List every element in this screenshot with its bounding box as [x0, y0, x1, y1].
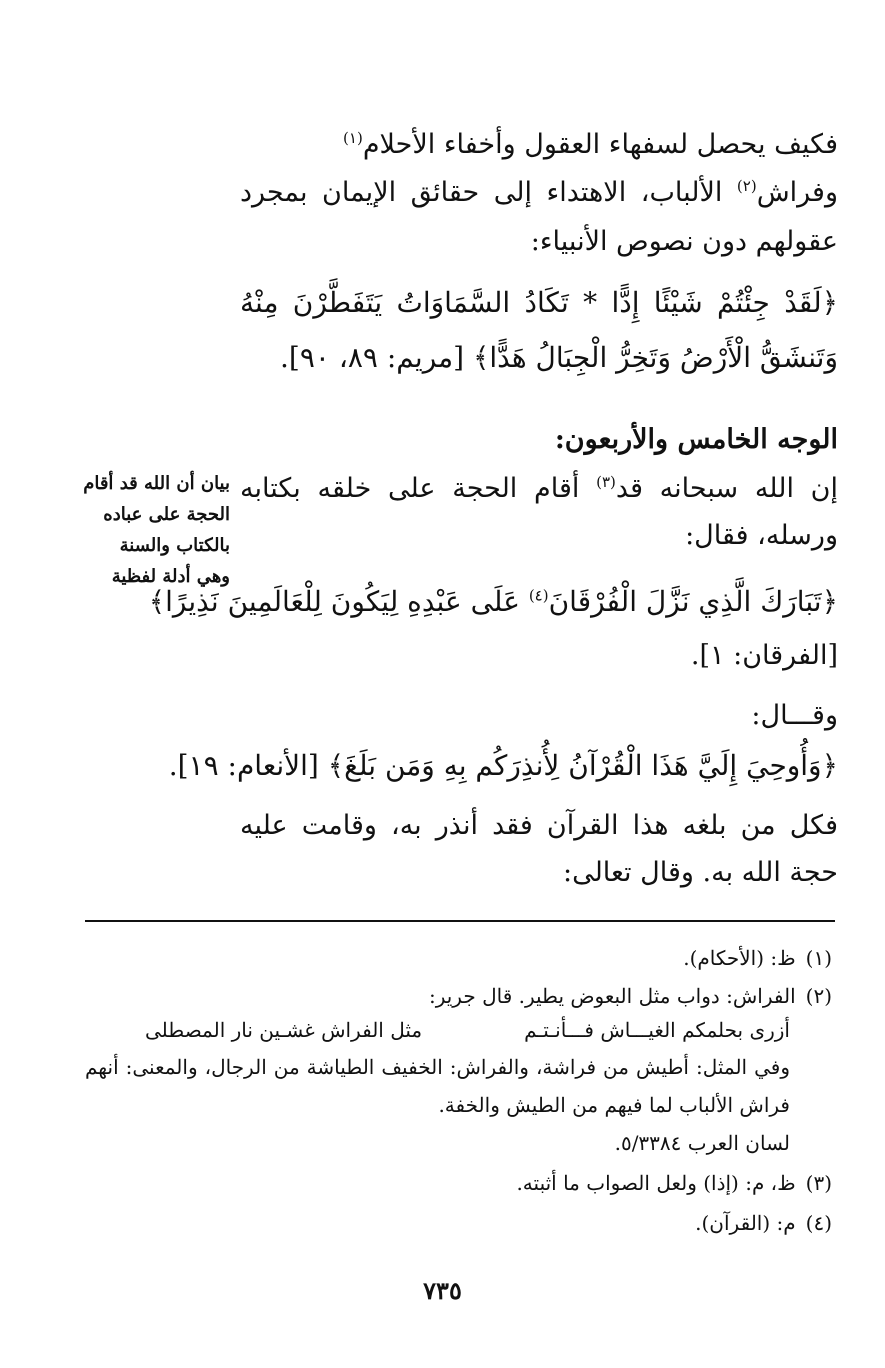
quran-verse-anam: ﴿وَأُوحِيَ إِلَيَّ هَذَا الْقُرْآنُ لِأُنذِرَكُم بِهِ وَمَن بَلَغَ﴾ [الأنعام: ١٩]. [168, 749, 838, 782]
body-line-3: عقولهم دون نصوص الأنبياء: [530, 226, 838, 257]
quran-verse-maryam-line-1: ﴿لَقَدْ جِئْتُمْ شَيْئًا إِدًّا * تَكَادُ السَّمَاوَاتُ يَتَفَطَّرْنَ مِنْهُ [240, 286, 838, 319]
body-line-6: فكل من بلغه هذا القرآن فقد أنذر به، وقامت عليه [240, 810, 838, 841]
margin-note: بيان أن الله قد أقام الحجة على عباده بالكتاب والسنة وهي أدلة لفظية [83, 473, 230, 587]
footnote-2-line-5: لسان العرب ٥/٣٣٨٤. [614, 1131, 790, 1155]
page-number: ٧٣٥ [423, 1276, 462, 1305]
footnote-separator [85, 920, 835, 922]
footnote-2-poem-hemistich-2: مثل الفراش غشـين نار المصطلى [145, 1018, 423, 1042]
body-line-7: حجة الله به. وقال تعالى: [562, 857, 838, 888]
footnote-ref-4: (٤) [528, 586, 549, 605]
section-heading: الوجه الخامس والأربعون: [554, 424, 838, 455]
footnote-2-poem-hemistich-1: أزرى بحلمكم الغيـــاش فـــأنـتـم [524, 1018, 790, 1042]
footnote-ref-2: (٢) [736, 177, 757, 195]
footnote-4: (٤) م: (القرآن). [695, 1211, 832, 1235]
body-line-4: إن الله سبحانه قد$^{(٣)}$ أقام الحجة على خلقه بكتابه [240, 473, 839, 504]
verse-reference-furqan: [الفرقان: ١]. [690, 640, 838, 671]
footnote-3: (٣) ظ، م: (إذا) ولعل الصواب ما أثبته. [516, 1171, 832, 1195]
footnote-2-line-3: وفي المثل: أطيش من فراشة، والفراش: الخفيف الطياشة من الرجال، والمعنى: أنهم [85, 1055, 790, 1079]
quran-verse-maryam-line-2: وَتَنشَقُّ الْأَرْضُ وَتَخِرُّ الْجِبَالُ هَدًّا﴾ [مريم: ٨٩، ٩٠]. [280, 341, 838, 374]
footnote-1: (١) ظ: (الأحكام). [683, 946, 832, 970]
body-line-wa-qal: وقـــال: [751, 700, 838, 731]
footnote-ref-1: (١) [343, 129, 363, 147]
footnote-2-line-4: فراش الألباب لما فيهم من الطيش والخفة. [438, 1093, 790, 1117]
body-line-2: وفراش$^{(٢)}$ الألباب، الاهتداء إلى حقائق الإيمان بمجرد [240, 177, 838, 208]
body-line-5: ورسله، فقال: [685, 520, 838, 551]
footnote-2: (٢) الفراش: دواب مثل البعوض يطير. قال جرير: [428, 984, 832, 1008]
body-line-1: فكيف يحصل لسفهاء العقول وأخفاء الأحلام$^{(١)}$ [343, 129, 838, 160]
quran-verse-furqan: ﴿تَبَارَكَ الَّذِي نَزَّلَ الْفُرْقَانَ$^{(٤)}$ عَلَى عَبْدِهِ لِيَكُونَ لِلْعَالَمِينَ نَذِيرًا﴾ [148, 585, 838, 618]
footnote-ref-3: (٣) [596, 473, 616, 491]
